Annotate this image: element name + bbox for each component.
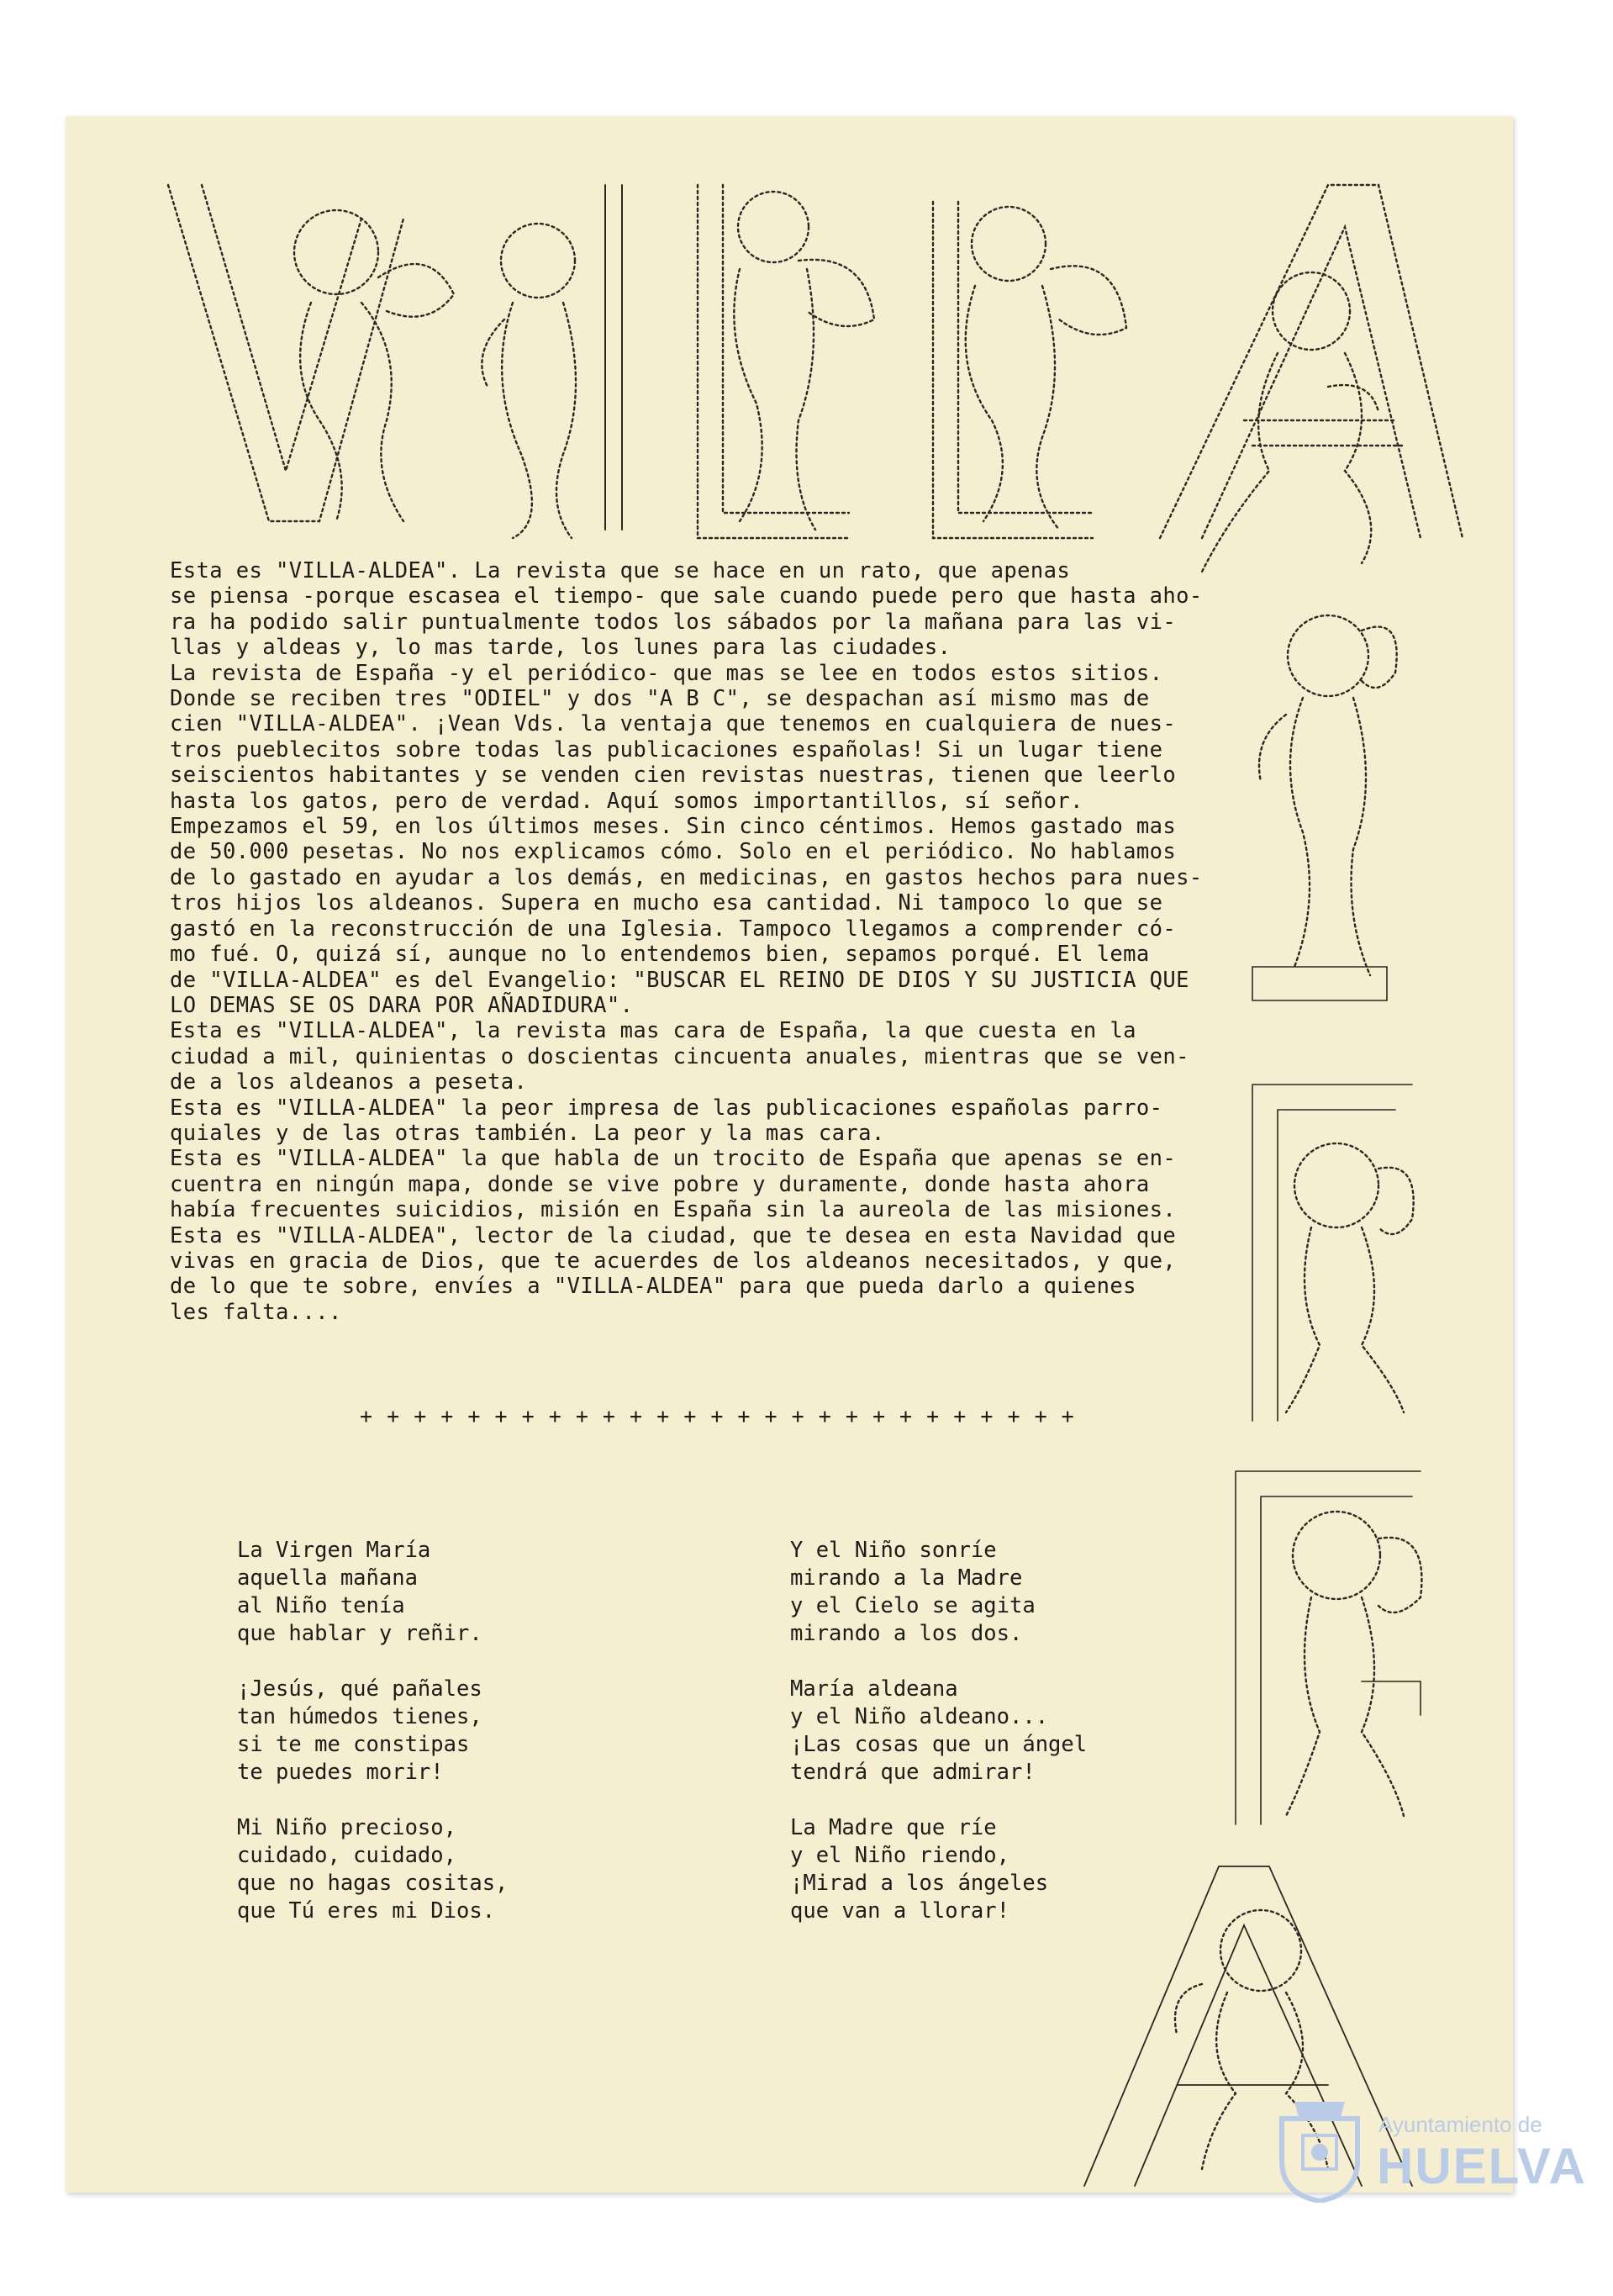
- article-line: La revista de España -y el periódico- que mas se lee en todos estos sitios.: [170, 660, 1163, 686]
- article-line: hasta los gatos, pero de verdad. Aquí somos importantillos, sí señor.: [170, 788, 1083, 814]
- article-line: cuentra en ningún mapa, donde se vive pobre y duramente, donde hasta ahora: [170, 1171, 1150, 1197]
- article-line: Esta es "VILLA-ALDEA" la que habla de un trocito de España que apenas se en-: [170, 1146, 1177, 1172]
- poem-line: cuidado, cuidado,: [237, 1843, 456, 1868]
- poem-stanza: [237, 1537, 508, 1648]
- cherub-right-illustration-1: [1236, 580, 1404, 1017]
- huelva-watermark: [1269, 2102, 1587, 2219]
- article-line: ciudad a mil, quinientas o doscientas cincuenta anuales, mientras que se ven-: [170, 1043, 1189, 1069]
- article-line: mo fué. O, quizá sí, aunque no lo entendemos bien, sepamos porqué. El lema: [170, 942, 1150, 968]
- poem-line: y el Cielo se agita: [790, 1593, 1036, 1618]
- article-line: Esta es "VILLA-ALDEA", lector de la ciudad, que te desea en esta Navidad que: [170, 1222, 1177, 1248]
- poem-line: al Niño tenía: [237, 1593, 405, 1618]
- villa-cherub-header-illustration: [151, 168, 1496, 589]
- article-line: vivas en gracia de Dios, que te acuerdes de los aldeanos necesitados, y que,: [170, 1248, 1177, 1274]
- huelva-coat-of-arms-icon: [1269, 2102, 1370, 2203]
- poem-line: si te me constipas: [237, 1732, 470, 1757]
- article-line: llas y aldeas y, lo mas tarde, los lunes para las ciudades.: [170, 635, 951, 661]
- article-body: [170, 558, 1246, 1325]
- article-line: tros pueblecitos sobre todas las publicaciones españolas! Si un lugar tiene: [170, 736, 1163, 763]
- article-line: LO DEMAS SE OS DARA POR AÑADIDURA".: [170, 992, 634, 1018]
- article-line: de lo gastado en ayudar a los demás, en medicinas, en gastos hechos para nues-: [170, 864, 1203, 890]
- poem-stanza: [790, 1814, 1087, 1925]
- poem-line: y el Niño aldeano...: [790, 1704, 1049, 1729]
- poem-line: mirando a la Madre: [790, 1565, 1023, 1591]
- poem-line: Mi Niño precioso,: [237, 1815, 456, 1840]
- poem-line: aquella mañana: [237, 1565, 418, 1591]
- poem-line: Y el Niño sonríe: [790, 1538, 997, 1563]
- article-line: había frecuentes suicidios, misión en España sin la aureola de las misiones.: [170, 1197, 1177, 1223]
- poem-stanza: [237, 1676, 508, 1787]
- article-line: les falta....: [170, 1299, 342, 1325]
- article-line: quiales y de las otras también. La peor y la mas cara.: [170, 1120, 885, 1146]
- poem-stanza: [790, 1676, 1087, 1787]
- article-line: Empezamos el 59, en los últimos meses. Sin cinco céntimos. Hemos gastado mas: [170, 814, 1177, 840]
- article-line: Esta es "VILLA-ALDEA", la revista mas cara de España, la que cuesta en la: [170, 1018, 1136, 1044]
- poem-right-column: [790, 1537, 1087, 1953]
- article-line: de lo que te sobre, envíes a "VILLA-ALDEA" para que pueda darlo a quienes: [170, 1274, 1136, 1300]
- article-line: seiscientos habitantes y se venden cien revistas nuestras, tienen que leerlo: [170, 763, 1177, 789]
- watermark-line-1: Ayuntamiento de: [1378, 2112, 1542, 2137]
- poem-line: tendrá que admirar!: [790, 1760, 1036, 1785]
- article-line: tros hijos los aldeanos. Supera en mucho esa cantidad. Ni tampoco lo que se: [170, 890, 1163, 916]
- poem-line: María aldeana: [790, 1676, 958, 1702]
- poem-line: que hablar y reñir.: [237, 1621, 482, 1646]
- poem-line: La Virgen María: [237, 1538, 431, 1563]
- article-line: de 50.000 pesetas. No nos explicamos cómo. Solo en el periódico. No hablamos: [170, 839, 1177, 865]
- poem-line: tan húmedos tienes,: [237, 1704, 482, 1729]
- cherub-right-illustration-2: [1227, 1076, 1429, 1429]
- poem-line: ¡Jesús, qué pañales: [237, 1676, 482, 1702]
- poem-line: que Tú eres mi Dios.: [237, 1898, 496, 1924]
- poem-line: te puedes morir!: [237, 1760, 444, 1785]
- poem-line: que van a llorar!: [790, 1898, 1009, 1924]
- article-line: Donde se reciben tres "ODIEL" y dos "A B C", se despachan así mismo mas de: [170, 686, 1150, 712]
- poem-line: mirando a los dos.: [790, 1621, 1023, 1646]
- poem-line: La Madre que ríe: [790, 1815, 997, 1840]
- article-line: se piensa -porque escasea el tiempo- que sale cuando puede pero que hasta aho-: [170, 583, 1203, 610]
- watermark-line-2: HUELVA: [1377, 2138, 1587, 2194]
- poem-stanza: [790, 1537, 1087, 1648]
- poem-line: y el Niño riendo,: [790, 1843, 1009, 1868]
- poem-line: que no hagas cositas,: [237, 1871, 509, 1896]
- cherub-right-illustration-3: [1219, 1463, 1437, 1833]
- article-line: de "VILLA-ALDEA" es del Evangelio: "BUSCAR EL REINO DE DIOS Y SU JUSTICIA QUE: [170, 967, 1189, 993]
- poem-line: ¡Las cosas que un ángel: [790, 1732, 1088, 1757]
- article-line: gastó en la reconstrucción de una Iglesia. Tampoco llegamos a comprender có-: [170, 916, 1177, 942]
- article-line: Esta es "VILLA-ALDEA" la peor impresa de las publicaciones españolas parro-: [170, 1095, 1163, 1121]
- article-line: Esta es "VILLA-ALDEA". La revista que se hace en un rato, que apenas: [170, 558, 1071, 583]
- article-line: de a los aldeanos a peseta.: [170, 1069, 528, 1095]
- separator-plus-row: + + + + + + + + + + + + + + + + + + + + + + + + + + +: [360, 1404, 1075, 1428]
- poem-stanza: [237, 1814, 508, 1925]
- article-line: cien "VILLA-ALDEA". ¡Vean Vds. la ventaja que tenemos en cualquiera de nues-: [170, 711, 1177, 737]
- poem-left-column: [237, 1537, 508, 1953]
- poem-line: ¡Mirad a los ángeles: [790, 1871, 1049, 1896]
- article-line: ra ha podido salir puntualmente todos los sábados por la mañana para las vi-: [170, 609, 1177, 635]
